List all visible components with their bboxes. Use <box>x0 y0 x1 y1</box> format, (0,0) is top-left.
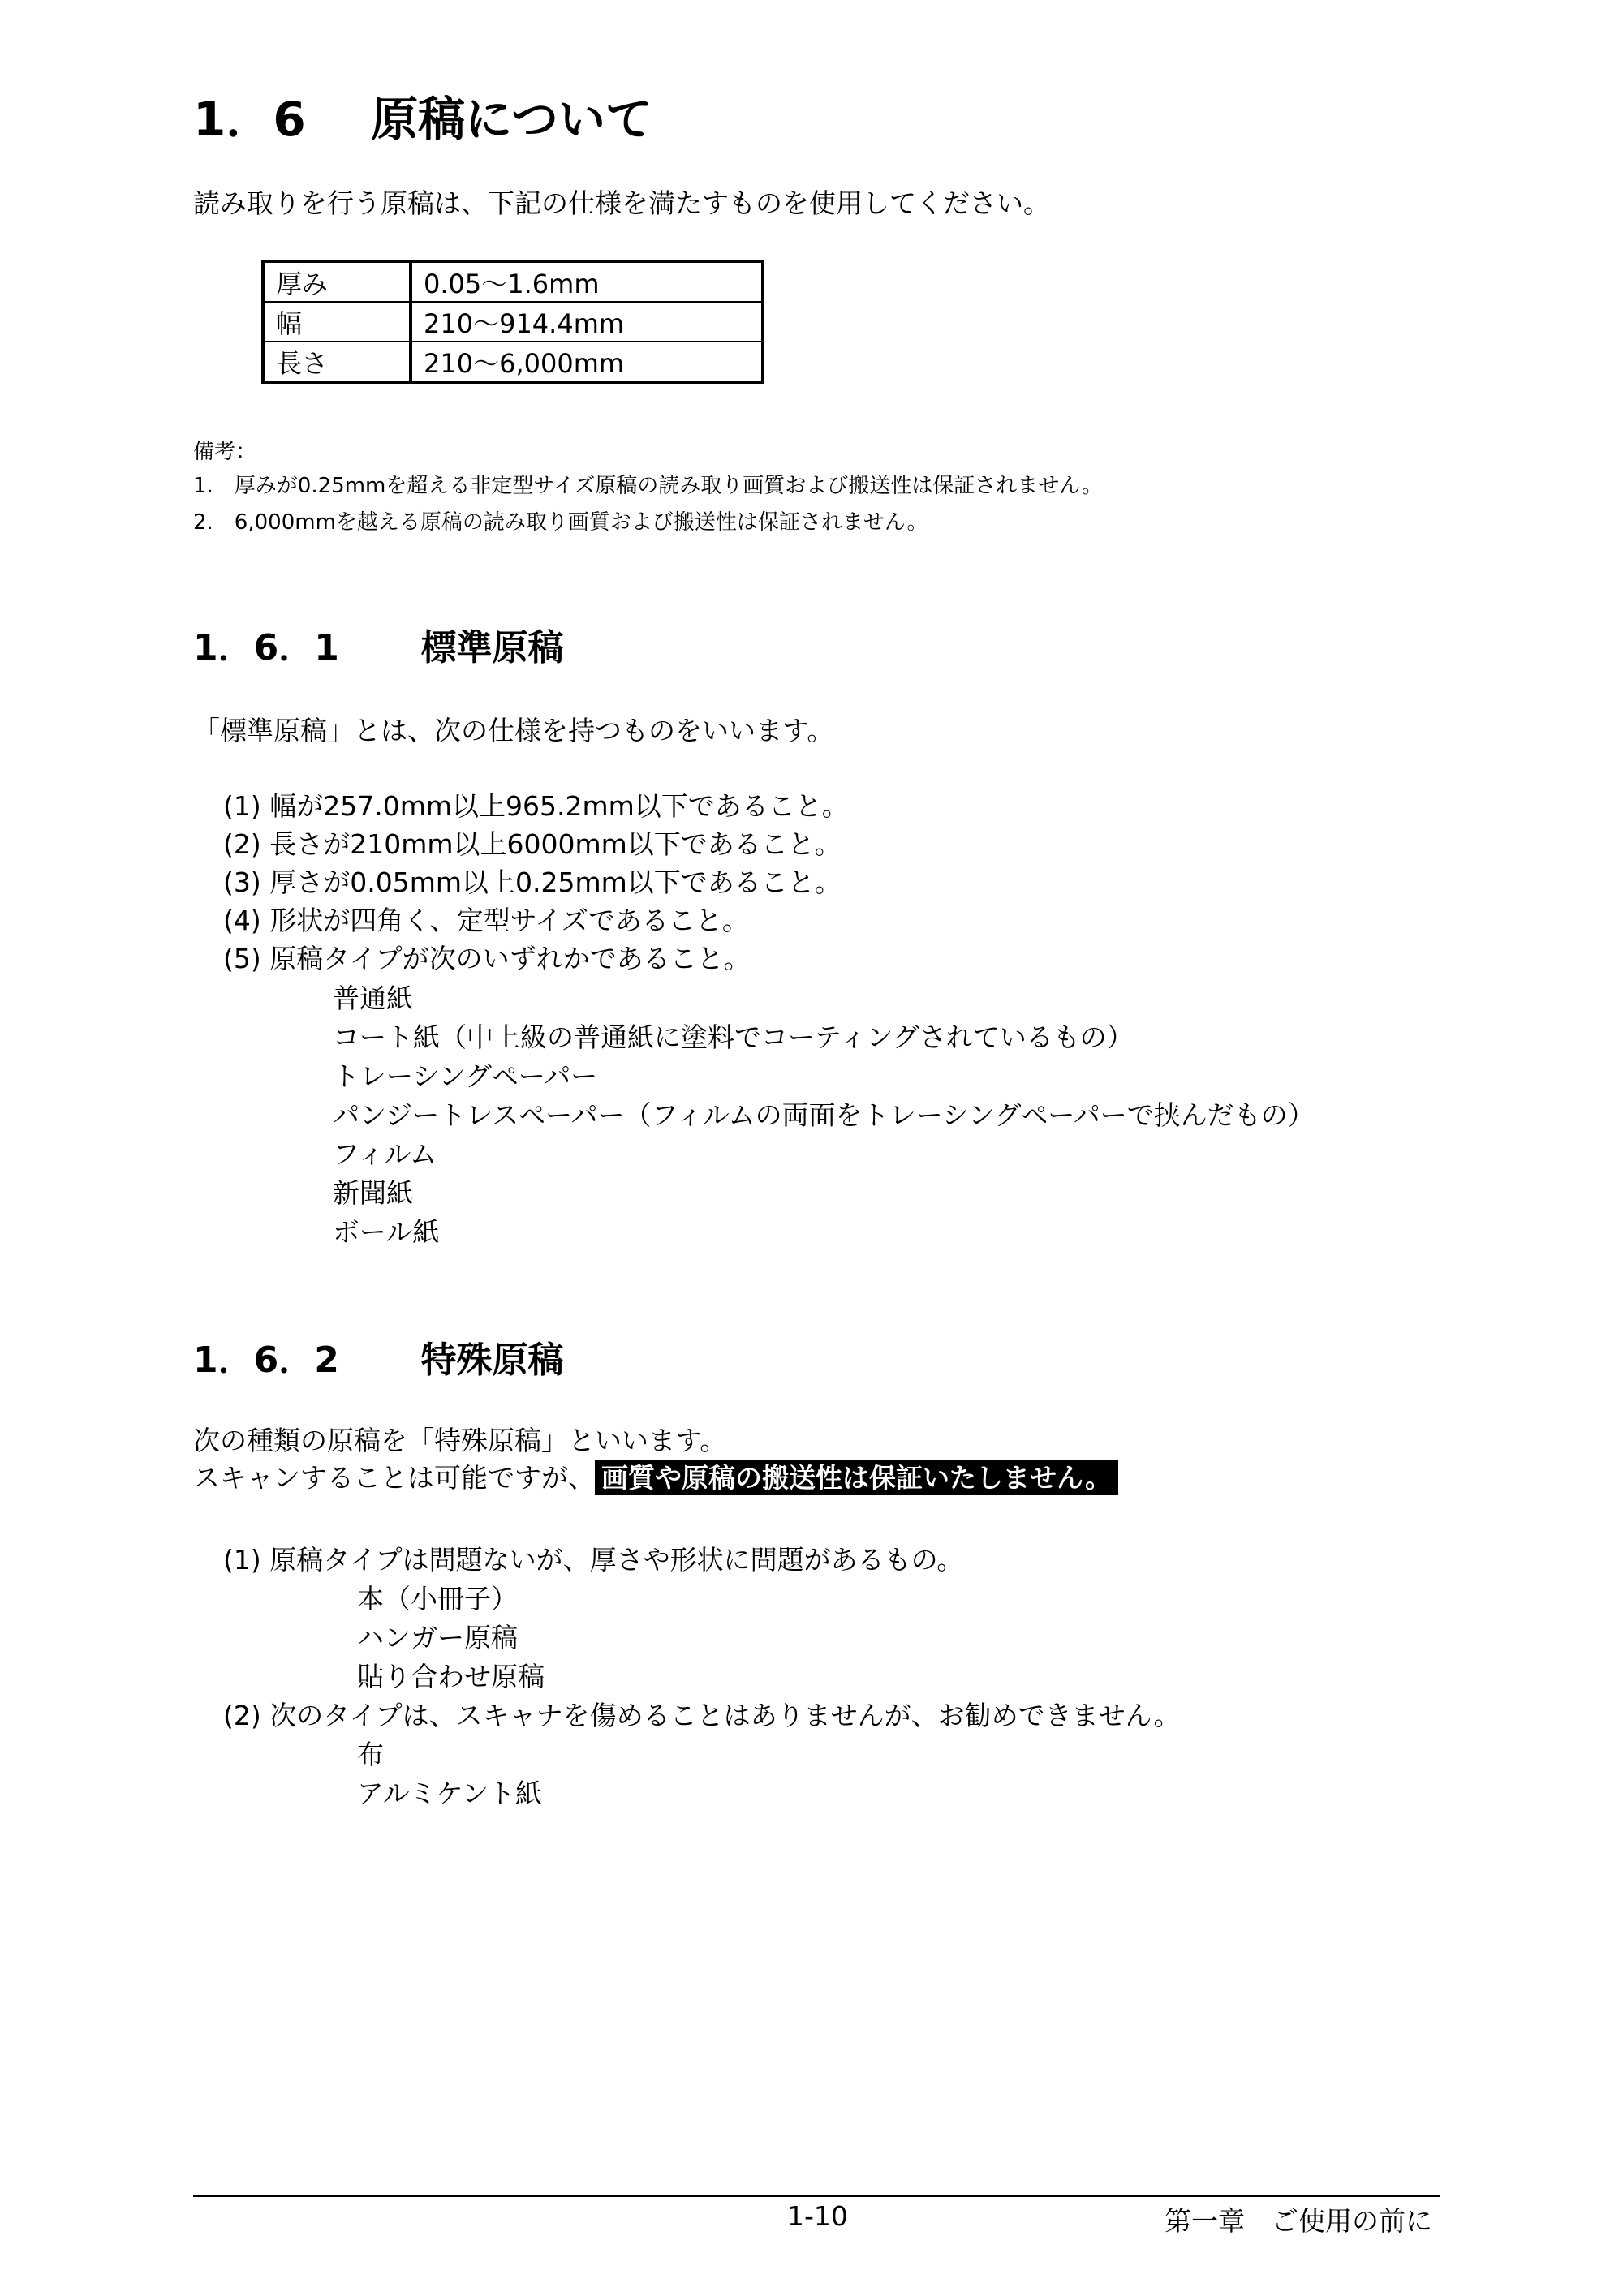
list-item: (2) 長さが210mm以上6000mm以下であること。 <box>223 828 842 860</box>
notes-title: 備考： <box>193 440 257 464</box>
list-item: (3) 厚さが0.05mm以上0.25mm以下であること。 <box>223 866 842 898</box>
spec-value: 210～914.4mm <box>411 302 763 342</box>
list-item: (2) 次のタイプは、スキャナを傷めることはありませんが、お勧めできません。 <box>223 1700 1181 1731</box>
section-heading <box>193 81 652 149</box>
warning-text: スキャンすることは可能ですが、 <box>193 1462 595 1494</box>
paper-type: コート紙（中上級の普通紙に塗料でコーティングされているもの） <box>333 1021 1134 1053</box>
page-number: 1-10 <box>787 2200 848 2232</box>
subsection-title: 特殊原稿 <box>420 1339 564 1381</box>
spec-label: 幅 <box>263 302 411 342</box>
note-item: 1. 厚みが0.25mmを超える非定型サイズ原稿の読み取り画質および搬送性は保証されません。 <box>193 474 1103 498</box>
spec-value: 210～6,000mm <box>411 342 763 382</box>
list-subitem: アルミケント紙 <box>357 1778 543 1809</box>
table-row <box>263 302 763 342</box>
paper-type: 普通紙 <box>333 982 413 1014</box>
table-row <box>263 342 763 382</box>
chapter-label: 第一章 ご使用の前に <box>1165 2205 1432 2237</box>
list-item: (1) 原稿タイプは問題ないが、厚さや形状に問題があるもの。 <box>223 1544 964 1576</box>
subsection-heading <box>193 618 564 670</box>
paper-type: パンジートレスペーパー（フィルムの両面をトレーシングペーパーで挟んだもの） <box>333 1099 1315 1131</box>
section-intro: 読み取りを行う原稿は、下記の仕様を満たすものを使用してください。 <box>193 187 1050 219</box>
list-subitem: 本（小冊子） <box>357 1583 518 1615</box>
subsection-title: 標準原稿 <box>420 627 564 669</box>
list-subitem: ハンガー原稿 <box>357 1622 518 1653</box>
list-subitem: 布 <box>357 1739 384 1770</box>
paper-type: トレーシングペーパー <box>333 1060 598 1092</box>
subsection-heading <box>193 1331 564 1382</box>
spec-table <box>261 260 764 384</box>
subsection-intro: 「標準原稿」とは、次の仕様を持つものをいいます。 <box>193 715 834 746</box>
spec-value: 0.05～1.6mm <box>411 261 763 302</box>
spec-label: 長さ <box>263 342 411 382</box>
paper-type: ボール紙 <box>333 1216 440 1248</box>
warning-line <box>193 1457 1118 1495</box>
subsection-number: 1．6．2 <box>193 1339 339 1381</box>
warning-highlight: 画質や原稿の搬送性は保証いたしません。 <box>595 1460 1118 1495</box>
spec-label: 厚み <box>263 261 411 302</box>
table-row <box>263 261 763 302</box>
section-title: 原稿について <box>371 92 652 147</box>
list-item: (1) 幅が257.0mm以上965.2mm以下であること。 <box>223 790 849 822</box>
list-item: (4) 形状が四角く、定型サイズであること。 <box>223 905 749 936</box>
list-item: (5) 原稿タイプが次のいずれかであること。 <box>223 943 751 974</box>
note-item: 2. 6,000mmを越える原稿の読み取り画質および搬送性は保証されません。 <box>193 510 928 535</box>
section-number: 1．6 <box>193 92 306 147</box>
subsection-number: 1．6．1 <box>193 627 339 669</box>
footer-rule <box>193 2195 1440 2197</box>
paper-type: 新聞紙 <box>333 1177 413 1209</box>
subsection-intro: 次の種類の原稿を「特殊原稿」といいます。 <box>193 1425 727 1456</box>
paper-type: フィルム <box>333 1138 437 1170</box>
list-subitem: 貼り合わせ原稿 <box>357 1661 545 1692</box>
